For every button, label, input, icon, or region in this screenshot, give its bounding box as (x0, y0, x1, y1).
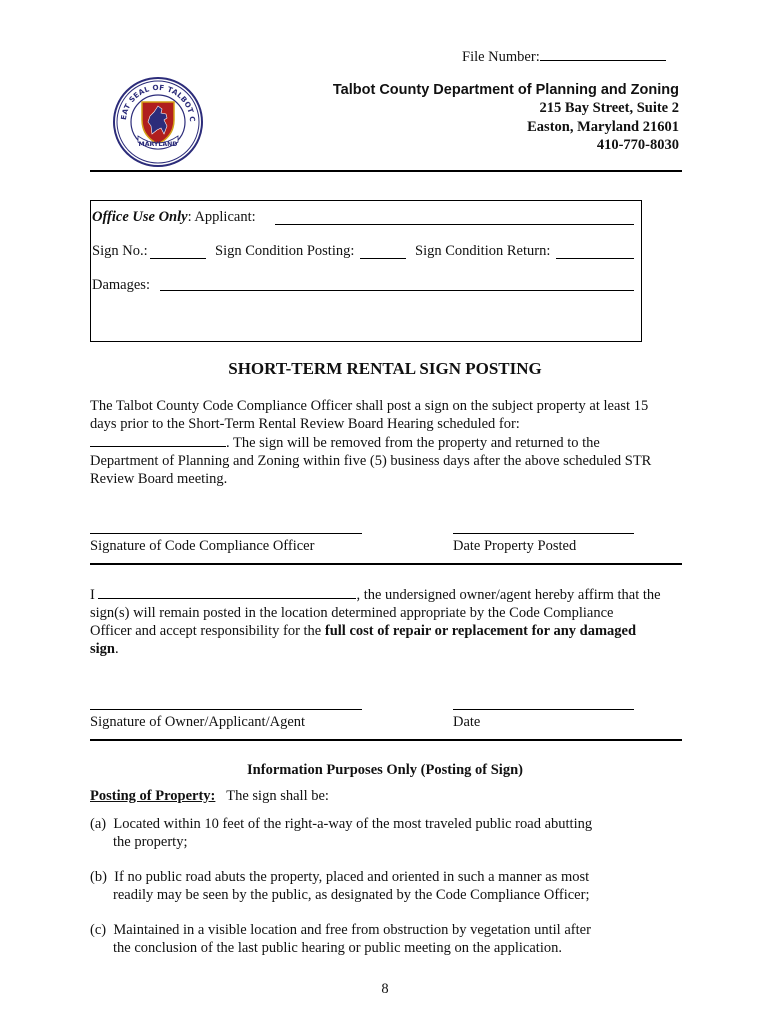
damages-line[interactable] (160, 290, 634, 291)
posting-text: The sign shall be: (226, 788, 329, 804)
affirm-line-4: sign. (90, 641, 119, 657)
sign-condition-posting-line[interactable] (360, 258, 406, 259)
owner-signature-label: Signature of Owner/Applicant/Agent (90, 714, 306, 730)
list-item: (c) Maintained in a visible location and free from obstruction by vegetation until after the conclusion of the last public hearing or public meeting on the application. (90, 922, 591, 956)
hearing-date-line[interactable] (90, 433, 226, 447)
posting-label: Posting of Property: (90, 788, 216, 804)
affirm-line-3: Officer and accept responsibility for the full cost of repair or replacement for any damaged (90, 623, 637, 639)
intro-line-1: The Talbot County Code Compliance Officer shall post a sign on the subject property at least 15 (90, 398, 649, 414)
sign-condition-return-label: Sign Condition Return: (415, 243, 551, 259)
affirmation-paragraph (90, 585, 690, 658)
signature-divider-1 (90, 563, 682, 565)
owner-date-label: Date (453, 714, 481, 730)
page-number: 8 (381, 981, 389, 997)
applicant-line[interactable] (275, 224, 634, 225)
file-number-label: File Number: (462, 49, 540, 65)
owner-signature-line[interactable] (90, 709, 362, 710)
header-divider (90, 170, 682, 172)
owner-name-line[interactable] (98, 585, 356, 599)
sign-condition-posting-label: Sign Condition Posting: (215, 243, 355, 259)
department-name: Talbot County Department of Planning and Zoning (332, 82, 679, 98)
posting-of-property (90, 788, 329, 805)
sign-condition-return-line[interactable] (556, 258, 634, 259)
damages-label: Damages: (92, 277, 150, 293)
intro-line-5: Review Board meeting. (90, 471, 228, 487)
intro-line-2: days prior to the Short-Term Rental Review Board Hearing scheduled for: (90, 416, 520, 432)
intro-paragraph (90, 397, 690, 488)
applicant-row (92, 209, 256, 226)
file-number-line[interactable] (540, 46, 666, 61)
seal-icon (112, 76, 204, 168)
list-item: (b) If no public road abuts the property, placed and oriented in such a manner as most readily may be seen by the public, as designated by the Code Compliance Officer; (90, 869, 590, 903)
sign-no-line[interactable] (150, 258, 206, 259)
county-seal (112, 76, 204, 168)
signature-divider-2 (90, 739, 682, 741)
date-posted-label: Date Property Posted (453, 538, 577, 554)
owner-date-line[interactable] (453, 709, 634, 710)
info-title: Information Purposes Only (Posting of Sign) (247, 762, 523, 778)
address-line-2: Easton, Maryland 21601 (527, 119, 679, 135)
section-title: SHORT-TERM RENTAL SIGN POSTING (228, 359, 542, 378)
date-posted-line[interactable] (453, 533, 634, 534)
affirm-line-1: I , the undersigned owner/agent hereby affirm that the (90, 587, 661, 603)
officer-signature-label: Signature of Code Compliance Officer (90, 538, 315, 554)
svg-text:MARYLAND: MARYLAND (138, 141, 178, 148)
officer-signature-line[interactable] (90, 533, 362, 534)
sign-no-label: Sign No.: (92, 243, 148, 259)
affirm-line-2: sign(s) will remain posted in the location determined appropriate by the Code Compliance (90, 605, 614, 621)
svg-text:THE GREAT SEAL OF TALBOT COUNT: EAT SEAL OF TALBOT C (119, 82, 198, 123)
intro-line-3: . The sign will be removed from the property and returned to the (90, 433, 690, 452)
list-item: (a) Located within 10 feet of the right-a-way of the most traveled public road abutting the property; (90, 816, 593, 850)
file-number-field[interactable] (462, 46, 666, 66)
office-use-title: Office Use Only (92, 209, 188, 225)
address-line-1: 215 Bay Street, Suite 2 (539, 100, 679, 116)
intro-line-4: Department of Planning and Zoning within five (5) business days after the above scheduled STR (90, 453, 652, 469)
phone-number: 410-770-8030 (596, 137, 679, 153)
applicant-label: : Applicant: (187, 209, 256, 225)
